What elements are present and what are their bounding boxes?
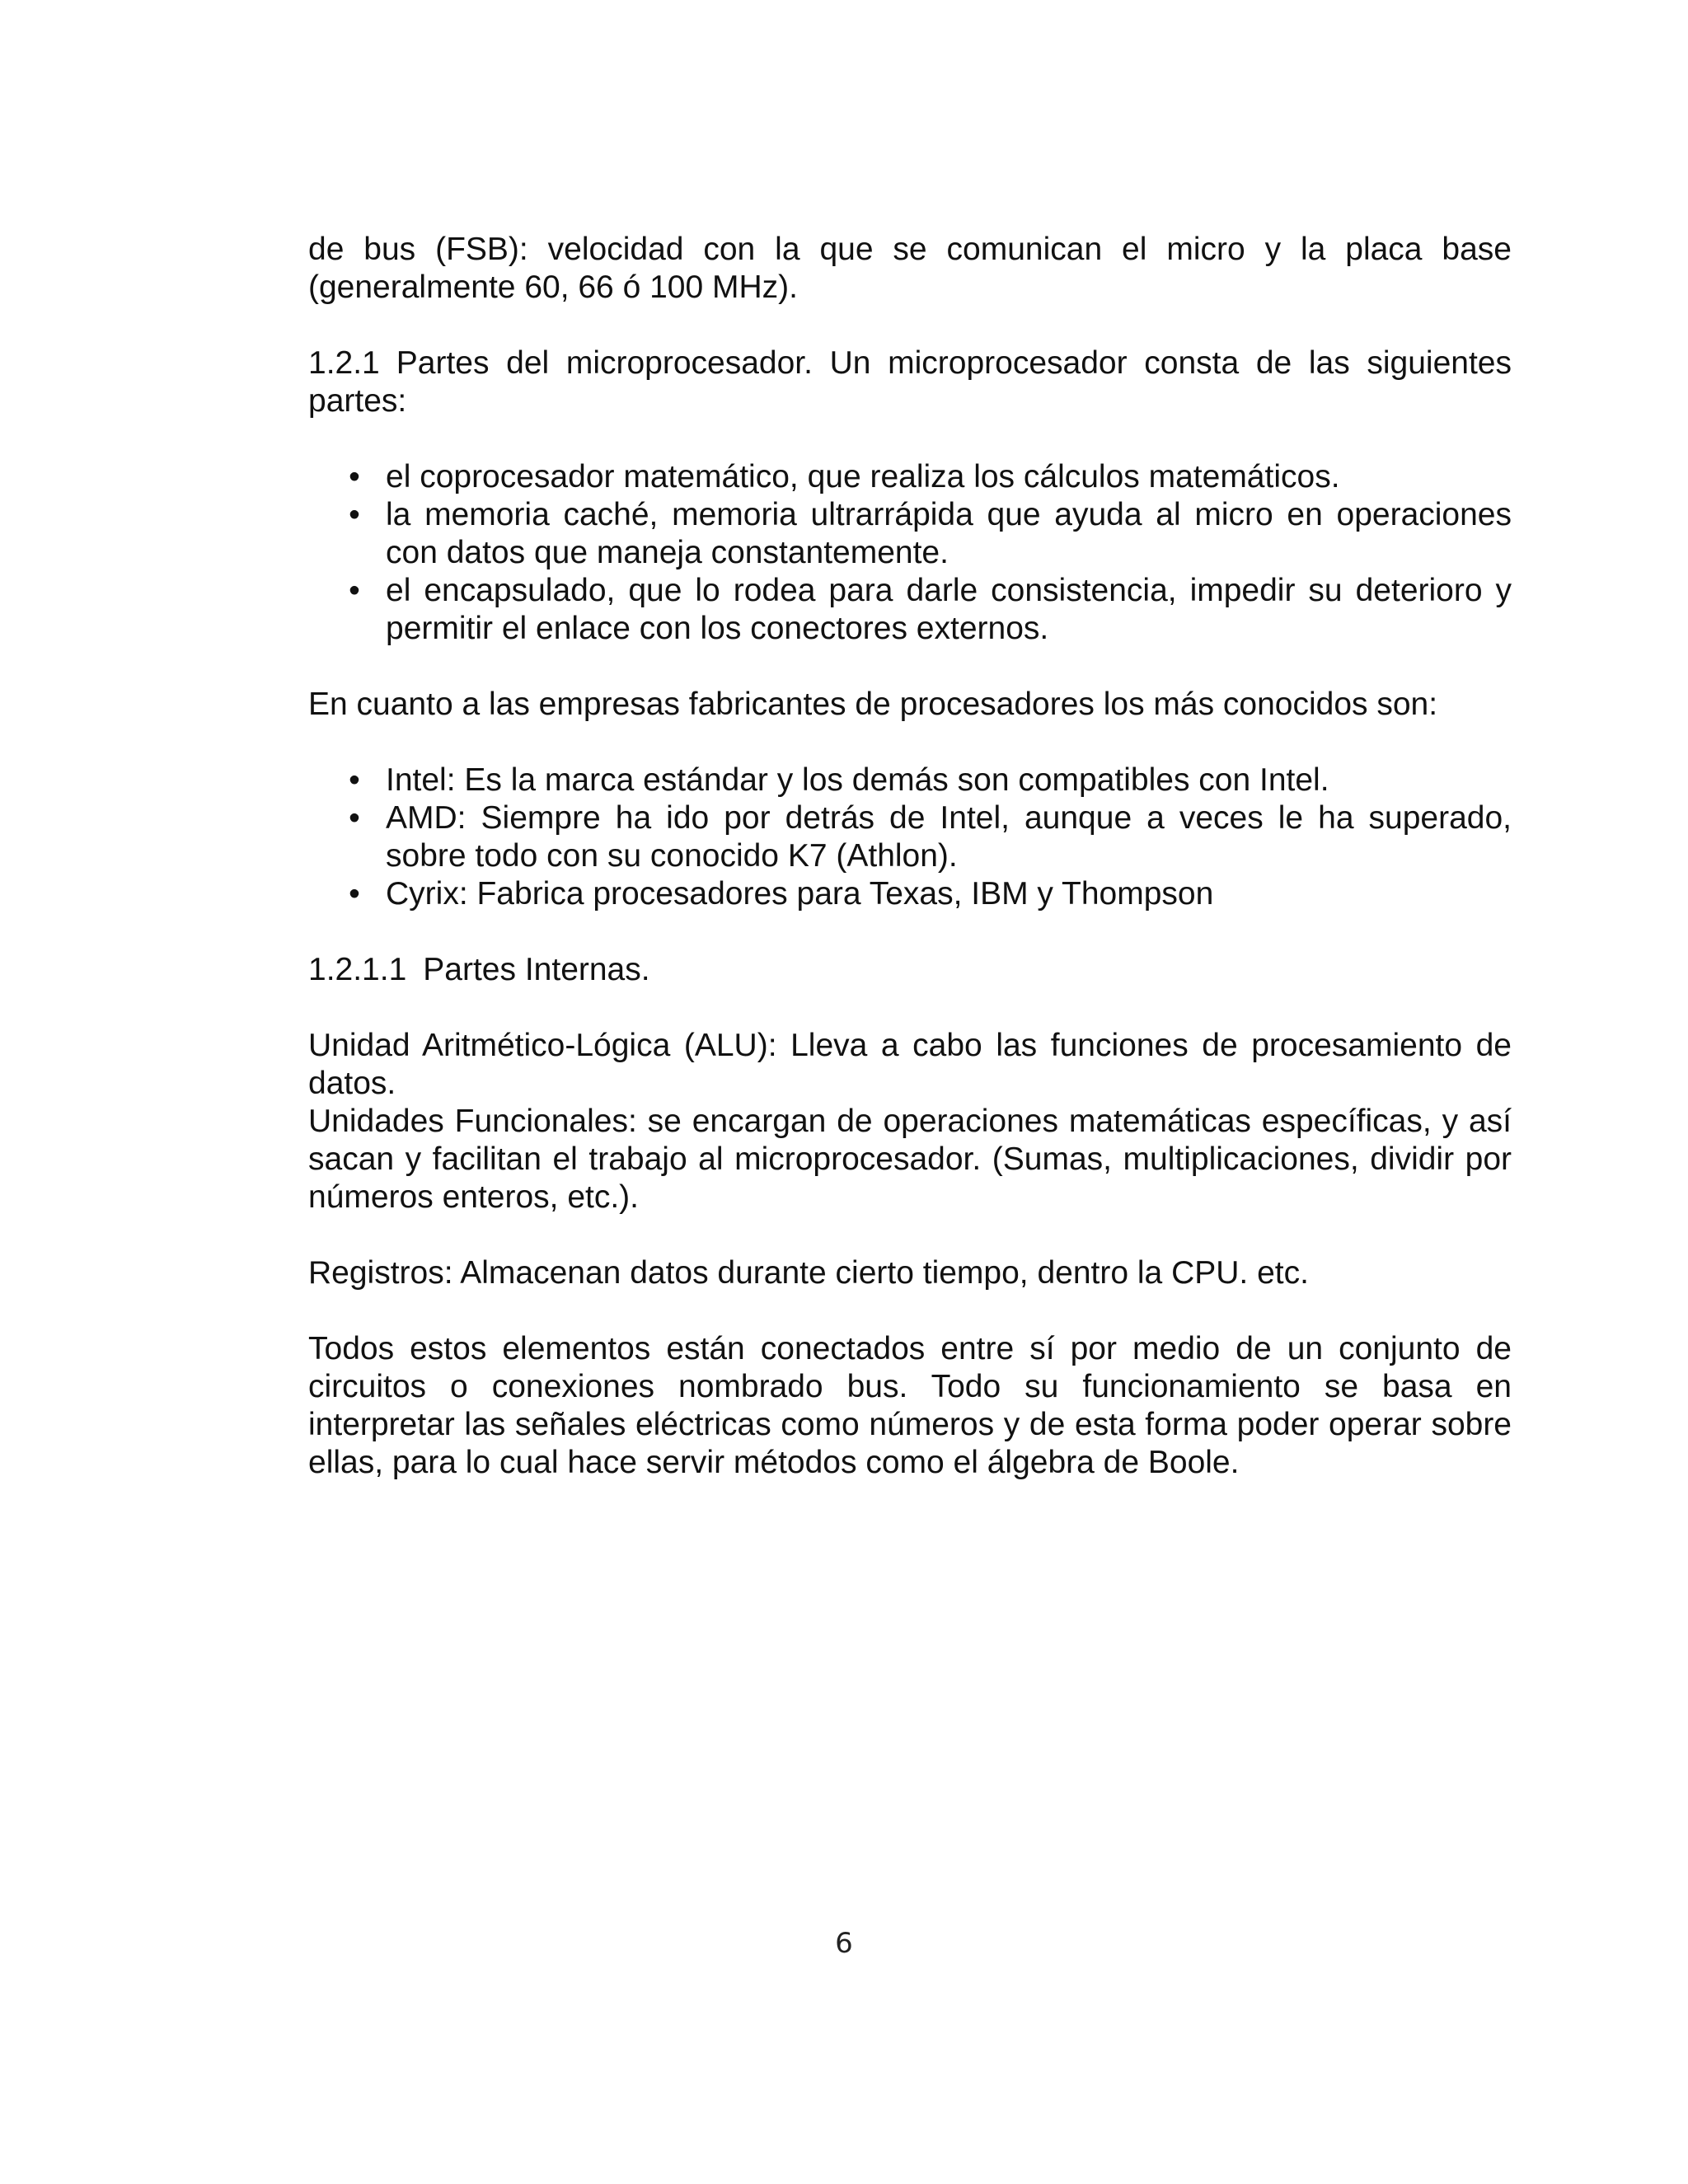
paragraph-alu: Unidad Aritmético-Lógica (ALU): Lleva a cabo las funciones de procesamiento de datos.: [308, 1028, 1512, 1101]
page-number: 6: [835, 1927, 853, 1960]
bullet-icon: •: [349, 573, 360, 608]
bullet-icon: •: [349, 800, 360, 836]
paragraph-bus: Todos estos elementos están conectados entre sí por medio de un conjunto de circuitos o conexiones nombrado bus. Todo su funcionamiento se basa en interpretar las señales eléctricas como números y de esta forma poder operar sobre ellas, para lo cual hace servir métodos como el álgebra de Boole.: [308, 1331, 1512, 1480]
list-item: • el coprocesador matemático, que realiza los cálculos matemáticos.: [308, 458, 1512, 496]
list-item: • Intel: Es la marca estándar y los demás son compatibles con Intel.: [308, 762, 1512, 799]
parts-list: [308, 458, 1512, 648]
list-item: • AMD: Siempre ha ido por detrás de Intel, aunque a veces le ha superado, sobre todo con su conocido K7 (Athlon).: [308, 799, 1512, 875]
manufacturers-list: [308, 762, 1512, 913]
section-heading-1-2-1-1: [308, 951, 1512, 989]
section-text: Partes Internas.: [423, 952, 650, 987]
bullet-icon: •: [349, 459, 360, 494]
list-item: • el encapsulado, que lo rodea para darle consistencia, impedir su deterioro y permitir el enlace con los conectores externos.: [308, 572, 1512, 648]
bullet-icon: •: [349, 497, 360, 532]
list-item: • Cyrix: Fabrica procesadores para Texas, IBM y Thompson: [308, 875, 1512, 913]
document-page: [308, 231, 1512, 1482]
paragraph-intro: de bus (FSB): velocidad con la que se comunican el micro y la placa base (generalmente 60, 66 ó 100 MHz).: [308, 232, 1512, 305]
bullet-icon: •: [349, 762, 360, 798]
paragraph-registers: Registros: Almacenan datos durante cierto tiempo, dentro la CPU. etc.: [308, 1255, 1309, 1291]
section-number: 1.2.1.1: [308, 952, 407, 987]
paragraph-manufacturers: En cuanto a las empresas fabricantes de procesadores los más conocidos son:: [308, 687, 1438, 722]
section-number: 1.2.1: [308, 345, 380, 381]
section-text: Partes del microprocesador. Un microprocesador consta de las siguientes partes:: [308, 345, 1512, 419]
section-heading-1-2-1: [308, 344, 1512, 420]
list-item: • la memoria caché, memoria ultrarrápida que ayuda al micro en operaciones con datos que maneja constantemente.: [308, 496, 1512, 572]
paragraph-functional-units: Unidades Funcionales: se encargan de operaciones matemáticas específicas, y así sacan y facilitan el trabajo al microprocesador. (Sumas, multiplicaciones, dividir por números enteros, etc.).: [308, 1104, 1512, 1215]
bullet-icon: •: [349, 876, 360, 912]
